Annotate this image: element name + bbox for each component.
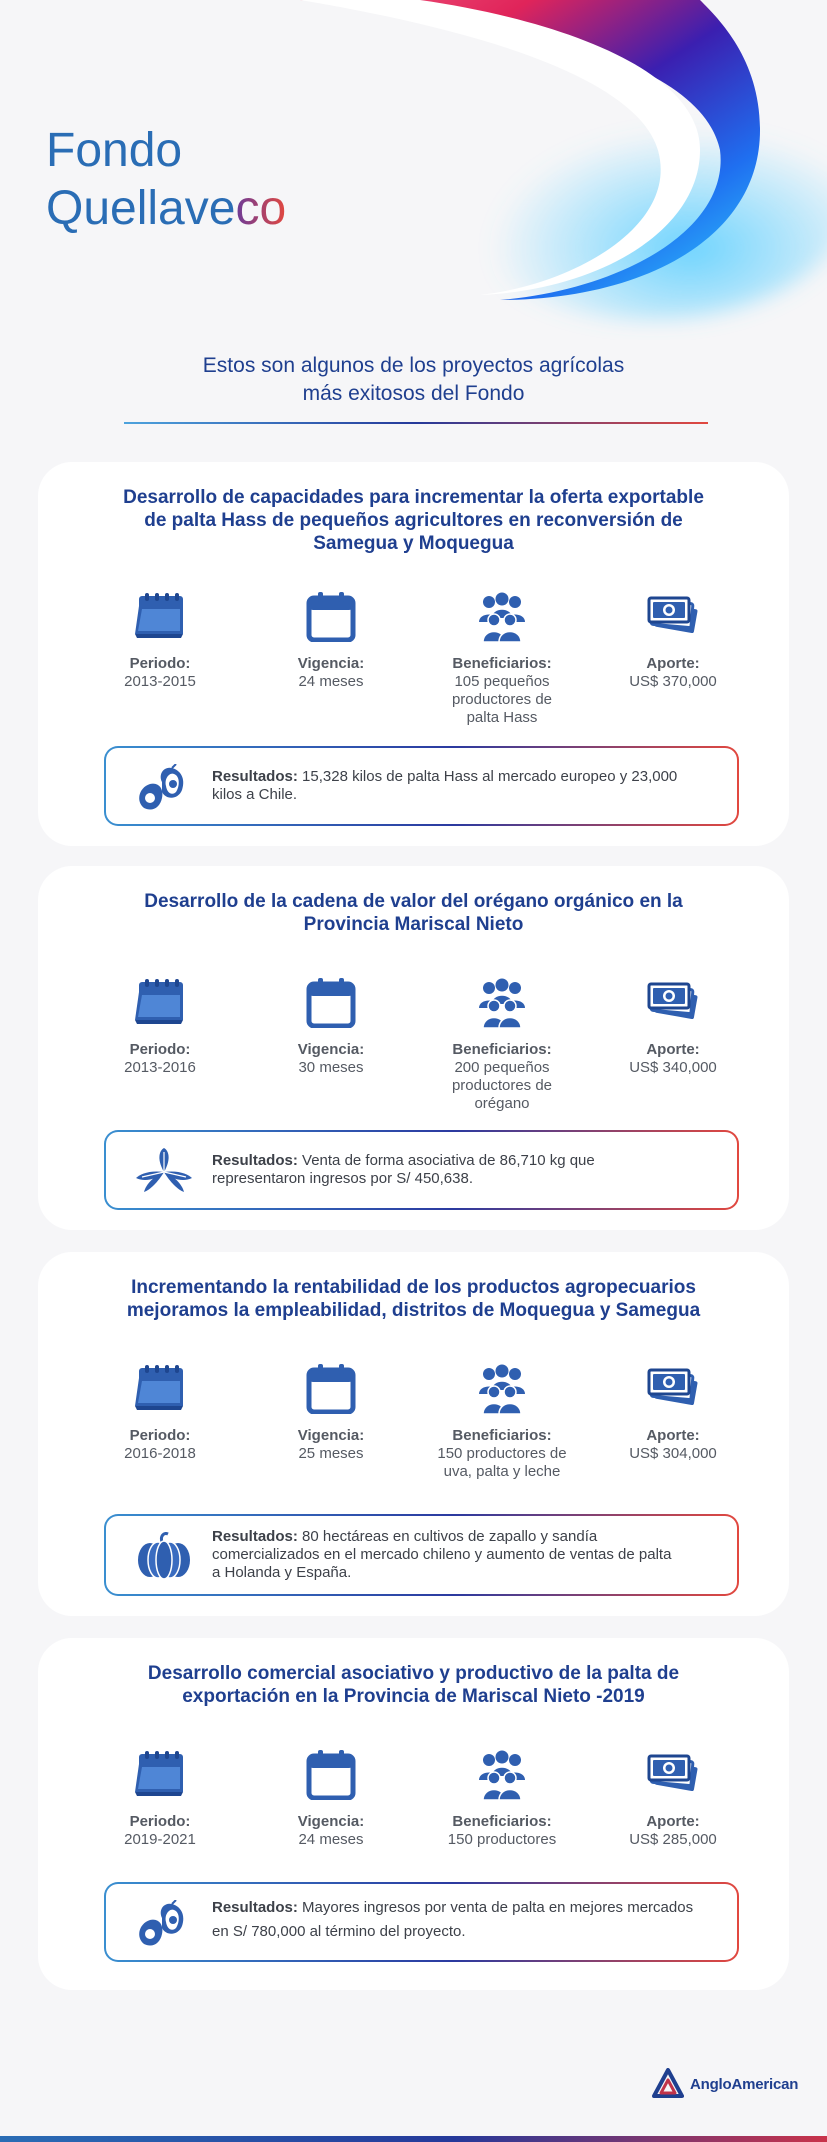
money-bills-icon bbox=[646, 1750, 700, 1800]
avocado-icon bbox=[136, 1900, 192, 1948]
project-title bbox=[78, 1276, 749, 1322]
stat-aporte bbox=[588, 1364, 758, 1463]
stat-beneficiarios bbox=[417, 978, 587, 1113]
stat-label: Vigencia: bbox=[297, 1427, 365, 1444]
stat-value: 150 productores de bbox=[437, 1445, 567, 1462]
stat-value: 2016-2018 bbox=[124, 1445, 196, 1462]
stat-label: Periodo: bbox=[129, 1041, 191, 1058]
pumpkin-icon bbox=[136, 1532, 192, 1580]
stat-vigencia bbox=[246, 592, 416, 691]
stat-periodo bbox=[75, 1750, 245, 1849]
stat-label: Periodo: bbox=[129, 655, 191, 672]
stat-value: 150 productores bbox=[447, 1831, 557, 1848]
stat-label: Vigencia: bbox=[297, 1813, 365, 1830]
stat-value: US$ 340,000 bbox=[629, 1059, 717, 1076]
stat-value: 24 meses bbox=[298, 673, 364, 690]
calendar-icon bbox=[304, 1364, 358, 1414]
calendar-icon bbox=[304, 1750, 358, 1800]
results-line: Venta de forma asociativa de 86,710 kg que bbox=[302, 1152, 595, 1169]
calendar-pages-icon bbox=[133, 592, 187, 642]
results-label: Resultados: bbox=[212, 1152, 298, 1169]
money-bills-icon bbox=[646, 1364, 700, 1414]
title-line-fondo: Fondo bbox=[46, 124, 183, 177]
project-title bbox=[78, 890, 749, 936]
stat-label: Aporte: bbox=[646, 1041, 700, 1058]
stat-value: 2019-2021 bbox=[124, 1831, 196, 1848]
stat-label: Periodo: bbox=[129, 1427, 191, 1444]
stat-periodo bbox=[75, 592, 245, 691]
stat-vigencia bbox=[246, 1364, 416, 1463]
results-label: Resultados: bbox=[212, 1528, 298, 1545]
stat-beneficiarios bbox=[417, 1750, 587, 1849]
stat-label: Beneficiarios: bbox=[452, 1041, 552, 1058]
intro-text bbox=[0, 352, 827, 408]
results-line: kilos a Chile. bbox=[212, 786, 298, 803]
avocado-icon bbox=[136, 764, 192, 812]
stat-beneficiarios bbox=[417, 592, 587, 727]
stat-value: US$ 370,000 bbox=[629, 673, 717, 690]
title-line-quellaveco bbox=[46, 180, 286, 238]
stat-periodo bbox=[75, 1364, 245, 1463]
money-bills-icon bbox=[646, 592, 700, 642]
project-title-line: Desarrollo comercial asociativo y productivo de la palta de bbox=[147, 1663, 680, 1684]
results-line: 15,328 kilos de palta Hass al mercado europeo y 23,000 bbox=[302, 768, 678, 785]
project-card bbox=[38, 1638, 789, 1990]
project-card bbox=[38, 462, 789, 846]
intro-line: Estos son algunos de los proyectos agrícolas bbox=[202, 354, 625, 377]
results-label: Resultados: bbox=[212, 768, 298, 785]
results-box bbox=[104, 1882, 739, 1962]
project-title-line: Provincia Mariscal Nieto bbox=[303, 914, 524, 935]
results-label: Resultados: bbox=[212, 1899, 298, 1916]
project-card bbox=[38, 1252, 789, 1616]
project-title-line: Desarrollo de la cadena de valor del orégano orgánico en la bbox=[144, 891, 683, 912]
stat-label: Aporte: bbox=[646, 1813, 700, 1830]
results-box bbox=[104, 1130, 739, 1210]
stat-value: 25 meses bbox=[298, 1445, 364, 1462]
results-line: representaron ingresos por S/ 450,638. bbox=[212, 1170, 473, 1187]
stat-value: 200 pequeños bbox=[454, 1059, 550, 1076]
stat-value: productores de bbox=[451, 691, 553, 708]
intro-line: más exitosos del Fondo bbox=[302, 382, 525, 405]
calendar-icon bbox=[304, 592, 358, 642]
project-title-line: exportación en la Provincia de Mariscal Nieto -2019 bbox=[182, 1686, 645, 1707]
stat-value: palta Hass bbox=[466, 709, 538, 726]
results-line: comercializados en el mercado chileno y aumento de ventas de palta bbox=[212, 1546, 672, 1563]
project-title bbox=[78, 486, 749, 555]
project-title bbox=[78, 1662, 749, 1708]
anglo-american-logo-icon bbox=[652, 2068, 684, 2100]
stat-periodo bbox=[75, 978, 245, 1077]
results-line: 80 hectáreas en cultivos de zapallo y sandía bbox=[302, 1528, 598, 1545]
project-title-line: mejoramos la empleabilidad, distritos de Moquegua y Samegua bbox=[126, 1300, 701, 1321]
results-line: en S/ 780,000 al término del proyecto. bbox=[212, 1923, 466, 1940]
results-box bbox=[104, 746, 739, 826]
stat-value: US$ 304,000 bbox=[629, 1445, 717, 1462]
money-bills-icon bbox=[646, 978, 700, 1028]
results-text bbox=[212, 1896, 713, 1944]
people-group-icon bbox=[475, 1750, 529, 1800]
stat-label: Aporte: bbox=[646, 655, 700, 672]
stat-aporte bbox=[588, 592, 758, 691]
stat-value: orégano bbox=[474, 1095, 530, 1112]
results-text bbox=[212, 768, 713, 804]
stat-value: 30 meses bbox=[298, 1059, 364, 1076]
stat-value: productores de bbox=[451, 1077, 553, 1094]
calendar-pages-icon bbox=[133, 1364, 187, 1414]
stat-value: 2013-2015 bbox=[124, 673, 196, 690]
project-title-line: Incrementando la rentabilidad de los productos agropecuarios bbox=[131, 1277, 696, 1298]
oregano-leaf-icon bbox=[136, 1148, 192, 1196]
stat-aporte bbox=[588, 1750, 758, 1849]
stat-value: 105 pequeños bbox=[454, 673, 550, 690]
results-line: a Holanda y España. bbox=[212, 1564, 352, 1581]
stat-value: uva, palta y leche bbox=[443, 1463, 561, 1480]
stat-value: 24 meses bbox=[298, 1831, 364, 1848]
stat-label: Periodo: bbox=[129, 1813, 191, 1830]
results-line: Mayores ingresos por venta de palta en mejores mercados bbox=[302, 1899, 694, 1916]
stat-label: Beneficiarios: bbox=[452, 1813, 552, 1830]
project-title-line: Samegua y Moquegua bbox=[313, 533, 514, 554]
anglo-american-logo bbox=[652, 2068, 808, 2102]
calendar-pages-icon bbox=[133, 1750, 187, 1800]
stat-label: Beneficiarios: bbox=[452, 655, 552, 672]
bottom-gradient-bar bbox=[0, 2136, 827, 2142]
stat-value: 2013-2016 bbox=[124, 1059, 196, 1076]
results-text bbox=[212, 1528, 713, 1582]
title-word-quellave: Quellave bbox=[46, 182, 236, 235]
stat-aporte bbox=[588, 978, 758, 1077]
project-card bbox=[38, 866, 789, 1230]
people-group-icon bbox=[475, 1364, 529, 1414]
results-text bbox=[212, 1152, 713, 1188]
stat-label: Vigencia: bbox=[297, 655, 365, 672]
results-box bbox=[104, 1514, 739, 1596]
calendar-pages-icon bbox=[133, 978, 187, 1028]
stat-vigencia bbox=[246, 978, 416, 1077]
stat-label: Beneficiarios: bbox=[452, 1427, 552, 1444]
logo-text: AngloAmerican bbox=[690, 2076, 799, 2093]
stat-label: Vigencia: bbox=[297, 1041, 365, 1058]
calendar-icon bbox=[304, 978, 358, 1028]
people-group-icon bbox=[475, 592, 529, 642]
stat-vigencia bbox=[246, 1750, 416, 1849]
stat-label: Aporte: bbox=[646, 1427, 700, 1444]
title-word-suffix: co bbox=[235, 182, 287, 235]
intro-divider bbox=[124, 422, 708, 424]
stat-beneficiarios bbox=[417, 1364, 587, 1481]
stat-value: US$ 285,000 bbox=[629, 1831, 717, 1848]
project-title-line: Desarrollo de capacidades para incrementar la oferta exportable bbox=[123, 487, 704, 508]
project-title-line: de palta Hass de pequeños agricultores en reconversión de bbox=[144, 510, 683, 531]
page-title bbox=[46, 122, 286, 238]
people-group-icon bbox=[475, 978, 529, 1028]
